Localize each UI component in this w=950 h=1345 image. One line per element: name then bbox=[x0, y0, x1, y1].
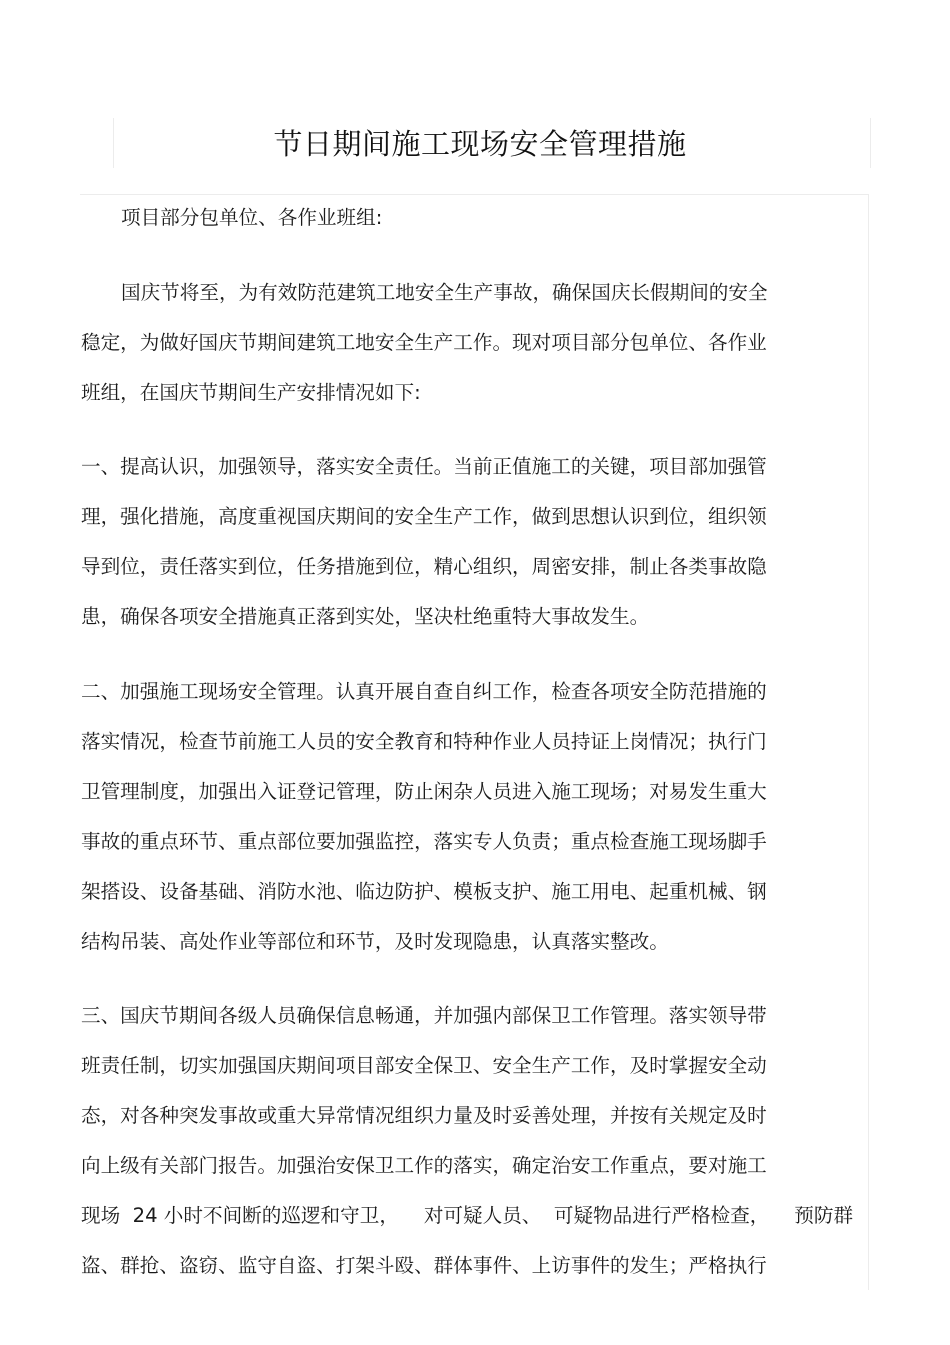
section2-line-5: 架搭设、设备基础、消防水池、临边防护、模板支护、施工用电、起重机械、钢 bbox=[81, 880, 767, 903]
intro-line-3: 班组，在国庆节期间生产安排情况如下: bbox=[81, 381, 421, 404]
section2-line-4: 事故的重点环节、重点部位要加强监控，落实专人负责；重点检查施工现场脚手 bbox=[81, 830, 767, 853]
section3-line-1: 三、国庆节期间各级人员确保信息畅通，并加强内部保卫工作管理。落实领导带 bbox=[81, 1004, 767, 1027]
document-title: 节日期间施工现场安全管理措施 bbox=[273, 127, 687, 161]
section3-line-3: 态，对各种突发事故或重大异常情况组织力量及时妥善处理，并按有关规定及时 bbox=[81, 1104, 767, 1127]
section2-line-6: 结构吊装、高处作业等部位和环节，及时发现隐患，认真落实整改。 bbox=[81, 930, 669, 953]
section3-line-4: 向上级有关部门报告。加强治安保卫工作的落实，确定治安工作重点，要对施工 bbox=[81, 1154, 767, 1177]
intro-line-1: 国庆节将至，为有效防范建筑工地安全生产事故，确保国庆长假期间的安全 bbox=[121, 281, 768, 304]
section1-line-2: 理，强化措施，高度重视国庆期间的安全生产工作，做到思想认识到位，组织领 bbox=[81, 505, 767, 528]
salutation: 项目部分包单位、各作业班组: bbox=[121, 206, 383, 229]
section2-line-2: 落实情况，检查节前施工人员的安全教育和特种作业人员持证上岗情况；执行门 bbox=[81, 730, 767, 753]
section1-line-1: 一、提高认识，加强领导，落实安全责任。当前正值施工的关键，项目部加强管 bbox=[81, 455, 767, 478]
section3-line-2: 班责任制，切实加强国庆期间项目部安全保卫、安全生产工作，及时掌握安全动 bbox=[81, 1054, 767, 1077]
section1-line-4: 患，确保各项安全措施真正落到实处，坚决杜绝重特大事故发生。 bbox=[81, 605, 650, 628]
intro-line-2: 稳定，为做好国庆节期间建筑工地安全生产工作。现对项目部分包单位、各作业 bbox=[81, 331, 767, 354]
section1-line-3: 导到位，责任落实到位，任务措施到位，精心组织，周密安排，制止各类事故隐 bbox=[81, 555, 767, 578]
section2-line-3: 卫管理制度，加强出入证登记管理，防止闲杂人员进入施工现场；对易发生重大 bbox=[81, 780, 767, 803]
section3-line-5: 现场 24 小时不间断的巡逻和守卫， 对可疑人员、 可疑物品进行严格检查， 预防群 bbox=[81, 1204, 854, 1227]
section2-line-1: 二、加强施工现场安全管理。认真开展自查自纠工作，检查各项安全防范措施的 bbox=[81, 680, 767, 703]
section3-line-6: 盗、群抢、盗窃、监守自盗、打架斗殴、群体事件、上访事件的发生；严格执行 bbox=[81, 1254, 767, 1277]
